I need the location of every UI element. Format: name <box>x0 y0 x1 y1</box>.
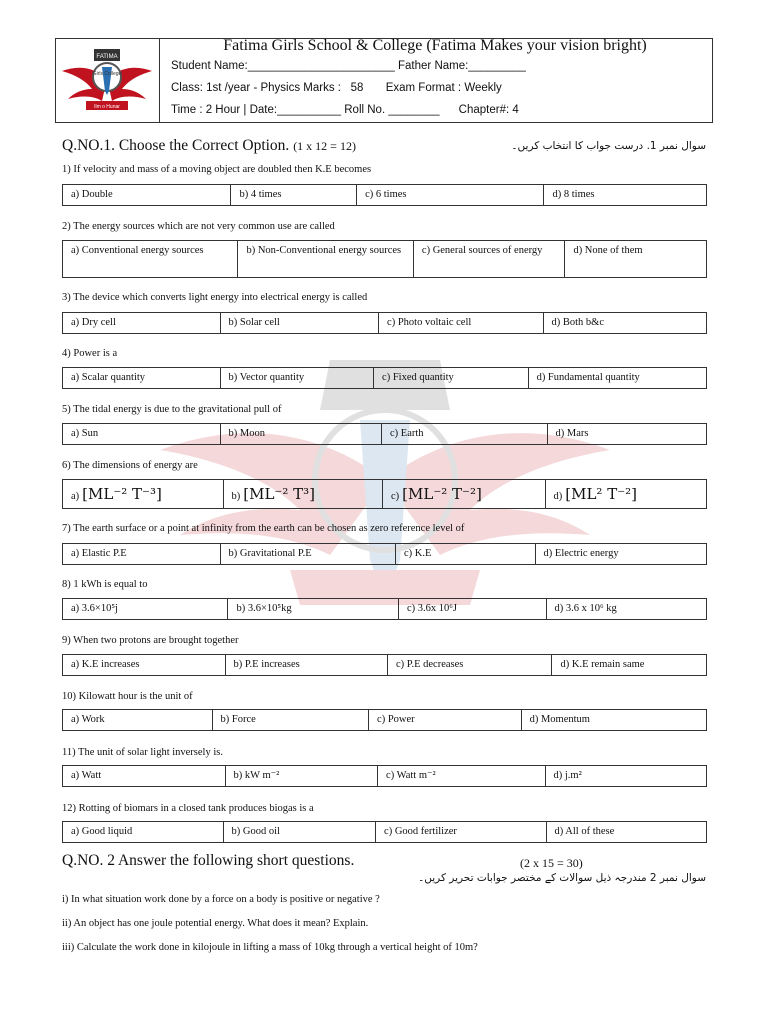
option-label: b) 3.6×10⁵kg <box>236 603 292 614</box>
option-label: d) Electric energy <box>543 548 619 559</box>
option-a[interactable] <box>63 710 213 730</box>
option-a[interactable] <box>63 313 221 333</box>
option-b[interactable] <box>221 424 383 444</box>
option-label: c) <box>391 491 400 502</box>
option-label: a) Elastic P.E <box>71 548 127 559</box>
option-d[interactable] <box>552 655 706 675</box>
section2-urdu: سوال نمبر 2 مندرجہ ذیل سوالات کے مختصر جوابات تحریر کریں۔ <box>418 872 706 884</box>
section1-title: Q.NO.1. Choose the Correct Option. <box>62 137 290 154</box>
short-question-2: ii) An object has one joule potential energy. What does it mean? Explain. <box>62 918 369 929</box>
question-5-text: 5) The tidal energy is due to the gravitational pull of <box>62 404 282 415</box>
option-a[interactable] <box>63 241 238 277</box>
option-label: b) kW m⁻² <box>233 770 280 781</box>
option-label: d) j.m² <box>553 770 582 781</box>
option-a[interactable] <box>63 599 228 619</box>
question-4-options <box>62 367 707 389</box>
option-label: a) Watt <box>71 770 102 781</box>
option-c[interactable] <box>374 368 529 388</box>
option-d[interactable] <box>547 822 707 842</box>
option-c[interactable] <box>396 544 536 564</box>
option-label: d) Mars <box>555 428 589 439</box>
option-d[interactable] <box>536 544 706 564</box>
option-label: c) Power <box>377 714 415 725</box>
time-info-line: Time : 2 Hour | Date:__________ Roll No. ________ Chapter#: 4 <box>171 104 519 116</box>
option-label: a) Work <box>71 714 105 725</box>
section2-heading <box>62 852 354 870</box>
option-formula: [ML⁻² T⁻³] <box>82 485 162 503</box>
option-label: b) Force <box>220 714 256 725</box>
option-c[interactable] <box>414 241 566 277</box>
option-c[interactable] <box>376 822 546 842</box>
option-c[interactable] <box>383 480 546 508</box>
option-label: b) <box>231 491 241 502</box>
option-formula: [ML² T⁻²] <box>565 485 637 503</box>
section1-marks: (1 x 12 = 12) <box>293 139 356 153</box>
logo-image <box>56 39 159 122</box>
option-label: b) Solar cell <box>228 317 280 328</box>
option-a[interactable] <box>63 655 226 675</box>
option-label: d) All of these <box>554 826 615 837</box>
question-6-text: 6) The dimensions of energy are <box>62 460 198 471</box>
option-b[interactable] <box>221 313 380 333</box>
option-label: c) 6 times <box>365 189 407 200</box>
option-label: a) Good liquid <box>71 826 133 837</box>
option-b[interactable] <box>224 480 384 508</box>
option-b[interactable] <box>221 368 375 388</box>
option-label: d) 3.6 x 10⁶ kg <box>554 603 617 614</box>
question-11-options <box>62 765 707 787</box>
question-7-text: 7) The earth surface or a point at infinity from the earth can be chosen as zero reference level of <box>62 523 465 534</box>
short-question-3: iii) Calculate the work done in kilojoule in lifting a mass of 10kg through a vertical height of 10m? <box>62 942 478 953</box>
logo-text-bottom: Ilm o Hunar <box>94 104 120 110</box>
option-a[interactable] <box>63 480 224 508</box>
question-1-text: 1) If velocity and mass of a moving object are doubled then K.E becomes <box>62 164 372 175</box>
option-c[interactable] <box>379 313 543 333</box>
question-5-options <box>62 423 707 445</box>
option-label: c) Fixed quantity <box>382 372 454 383</box>
option-label: a) Dry cell <box>71 317 116 328</box>
option-label: c) P.E decreases <box>396 659 464 670</box>
short-question-1: i) In what situation work done by a force on a body is positive or negative ? <box>62 894 380 905</box>
question-12-text: 12) Rotting of biomars in a closed tank produces biogas is a <box>62 803 314 814</box>
school-title: Fatima Girls School & College (Fatima Makes your vision bright) <box>223 37 647 54</box>
question-3-options <box>62 312 707 334</box>
question-9-options <box>62 654 707 676</box>
option-label: a) Scalar quantity <box>71 372 146 383</box>
option-label: b) Good oil <box>231 826 280 837</box>
question-2-text: 2) The energy sources which are not very common use are called <box>62 221 335 232</box>
option-a[interactable] <box>63 544 221 564</box>
option-label: d) Momentum <box>529 714 590 725</box>
option-b[interactable] <box>221 544 396 564</box>
option-a[interactable] <box>63 185 231 205</box>
option-label: d) 8 times <box>552 189 595 200</box>
option-a[interactable] <box>63 424 221 444</box>
option-label: c) Photo voltaic cell <box>387 317 472 328</box>
option-a[interactable] <box>63 822 224 842</box>
option-label: a) <box>71 491 80 502</box>
option-d[interactable] <box>547 599 707 619</box>
option-label: d) None of them <box>573 245 643 256</box>
option-label: c) Good fertilizer <box>384 826 457 837</box>
option-formula: [ML⁻² T⁻²] <box>402 485 482 503</box>
option-label: b) Non-Conventional energy sources <box>246 245 402 256</box>
option-label: c) K.E <box>403 548 432 559</box>
option-label: b) Gravitational P.E <box>228 548 312 559</box>
option-label: c) General sources of energy <box>421 245 543 256</box>
option-a[interactable] <box>63 766 226 786</box>
question-11-text: 11) The unit of solar light inversely is. <box>62 747 223 758</box>
question-9-text: 9) When two protons are brought together <box>62 635 239 646</box>
option-b[interactable] <box>228 599 398 619</box>
logo-text-mid: Girls College <box>92 71 122 77</box>
question-10-text: 10) Kilowatt hour is the unit of <box>62 691 193 702</box>
option-c[interactable] <box>388 655 552 675</box>
option-d[interactable] <box>548 424 707 444</box>
question-3-text: 3) The device which converts light energy into electrical energy is called <box>62 292 368 303</box>
student-info-line: Student Name:_______________________ Father Name:_________ <box>171 60 526 72</box>
option-d[interactable] <box>529 368 706 388</box>
option-a[interactable] <box>63 368 221 388</box>
option-label: d) Both b&c <box>551 317 605 328</box>
school-logo <box>56 39 160 122</box>
option-d[interactable] <box>565 241 706 277</box>
option-d[interactable] <box>522 710 706 730</box>
option-b[interactable] <box>226 766 379 786</box>
section2-title: Q.NO. 2 Answer the following short questions. <box>62 852 355 869</box>
question-6-options <box>62 479 707 509</box>
section2-marks: (2 x 15 = 30) <box>520 856 583 870</box>
option-b[interactable] <box>231 185 357 205</box>
option-label: a) Conventional energy sources <box>71 245 204 256</box>
option-c[interactable] <box>378 766 545 786</box>
section1-heading <box>62 137 356 155</box>
option-c[interactable] <box>382 424 547 444</box>
question-1-options <box>62 184 707 206</box>
option-label: a) K.E increases <box>71 659 140 670</box>
option-b[interactable] <box>238 241 413 277</box>
option-label: d) Fundamental quantity <box>536 372 640 383</box>
question-8-options <box>62 598 707 620</box>
option-label: a) Double <box>71 189 113 200</box>
option-label: a) Sun <box>71 428 99 439</box>
option-b[interactable] <box>213 710 370 730</box>
question-8-text: 8) 1 kWh is equal to <box>62 579 148 590</box>
option-formula: [ML⁻² T³] <box>243 485 315 503</box>
option-c[interactable] <box>399 599 547 619</box>
option-b[interactable] <box>226 655 389 675</box>
option-d[interactable] <box>544 313 706 333</box>
option-d[interactable] <box>544 185 706 205</box>
class-info-line: Class: 1st /year - Physics Marks : 58 Exam Format : Weekly <box>171 82 502 94</box>
question-10-options <box>62 709 707 731</box>
option-d[interactable] <box>546 766 707 786</box>
option-label: b) 4 times <box>239 189 282 200</box>
option-label: b) Vector quantity <box>228 372 305 383</box>
option-label: c) 3.6x 10⁶J <box>406 603 457 614</box>
option-label: c) Watt m⁻² <box>386 770 436 781</box>
option-label: a) 3.6×10⁵j <box>71 603 118 614</box>
option-b[interactable] <box>224 822 377 842</box>
question-4-text: 4) Power is a <box>62 348 118 359</box>
option-c[interactable] <box>369 710 522 730</box>
question-12-options <box>62 821 707 843</box>
option-c[interactable] <box>357 185 544 205</box>
option-label: d) <box>553 491 563 502</box>
question-2-options <box>62 240 707 278</box>
option-label: b) Moon <box>228 428 265 439</box>
option-d[interactable] <box>546 480 707 508</box>
option-label: b) P.E increases <box>233 659 300 670</box>
section1-urdu: سوال نمبر 1. درست جواب کا انتخاب کریں۔ <box>511 140 706 152</box>
option-label: d) K.E remain same <box>560 659 645 670</box>
option-label: c) Earth <box>390 428 424 439</box>
question-7-options <box>62 543 707 565</box>
logo-text-top: FATIMA <box>96 54 118 60</box>
